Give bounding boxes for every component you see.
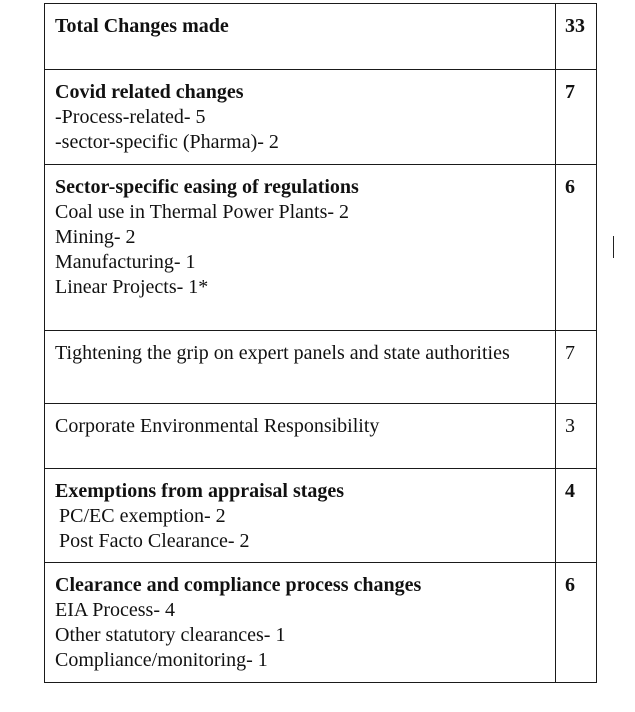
row-description (45, 469, 556, 563)
row-item: Mining- 2 (55, 226, 136, 248)
row-item: -Process-related- 5 (55, 106, 206, 128)
row-heading: Tightening the grip on expert panels and state authorities (55, 342, 510, 364)
row-heading: Corporate Environmental Responsibility (55, 415, 380, 437)
table-row-cer (45, 404, 597, 469)
table-row-covid (45, 70, 597, 165)
row-item: Manufacturing- 1 (55, 251, 196, 273)
row-heading: Clearance and compliance process changes (55, 574, 422, 596)
row-count: 33 (556, 4, 597, 70)
row-count: 7 (556, 331, 597, 404)
row-heading: Exemptions from appraisal stages (55, 480, 345, 502)
row-heading: Total Changes made (55, 15, 229, 37)
row-count: 7 (556, 70, 597, 165)
row-description (45, 331, 556, 404)
row-count: 3 (556, 404, 597, 469)
row-count: 6 (556, 563, 597, 683)
row-item: Post Facto Clearance- 2 (59, 530, 250, 552)
row-item: Coal use in Thermal Power Plants- 2 (55, 201, 350, 223)
row-item: Compliance/monitoring- 1 (55, 649, 268, 671)
table-row-clearance (45, 563, 597, 683)
row-item: PC/EC exemption- 2 (59, 505, 226, 527)
row-item: -sector-specific (Pharma)- 2 (55, 131, 279, 153)
row-item: Linear Projects- 1* (55, 276, 209, 298)
row-heading: Sector-specific easing of regulations (55, 176, 359, 198)
row-description (45, 404, 556, 469)
table-row-exemptions (45, 469, 597, 563)
row-description (45, 70, 556, 165)
changes-summary-table (44, 3, 597, 683)
table-row-sector-specific (45, 165, 597, 331)
row-heading: Covid related changes (55, 81, 244, 103)
row-count: 4 (556, 469, 597, 563)
row-description (45, 4, 556, 70)
text-cursor (613, 236, 614, 258)
row-count: 6 (556, 165, 597, 331)
table-row-expert-panels (45, 331, 597, 404)
row-item: EIA Process- 4 (55, 599, 175, 621)
row-description (45, 165, 556, 331)
row-item: Other statutory clearances- 1 (55, 624, 286, 646)
row-description (45, 563, 556, 683)
table-row-total (45, 4, 597, 70)
